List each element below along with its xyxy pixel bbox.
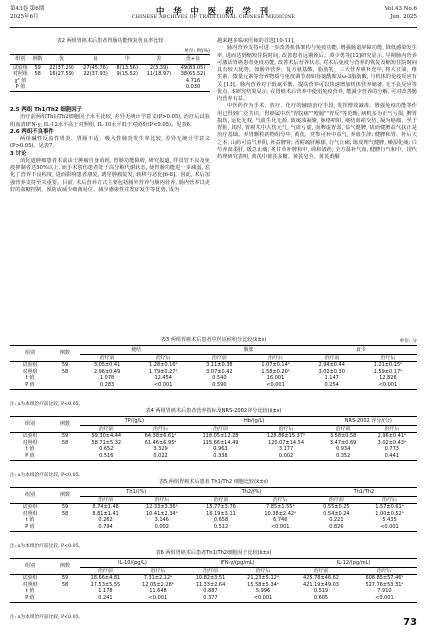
table2-cell — [31, 78, 45, 85]
table3-cell: 16.001 — [266, 375, 285, 382]
table4-header-timepoint: 治疗前 — [189, 425, 253, 433]
table3-cell: <0.001 — [246, 382, 304, 389]
table2-header-cell: 差 — [142, 55, 176, 65]
table3-cell: 1.58±0.20ᵃ — [261, 368, 290, 375]
table2-cell: 4.716 — [185, 77, 201, 84]
table6-cell: 0.377 — [185, 595, 236, 602]
table5-note: 注: a为本组治疗前比较, P<0.05。 — [10, 544, 84, 549]
table2-header-cell: 优 — [45, 55, 79, 65]
table5-cell: 1.57±0.61ᵃ — [375, 504, 404, 511]
table5-header-timepoint: 治疗前 — [192, 496, 249, 504]
table5-cell: 59 — [61, 504, 69, 511]
table5-cell: 0.826 — [311, 524, 362, 531]
table6-cell: 7.31±2.12ᵃ — [143, 575, 173, 582]
table5-cell: 5.435 — [382, 517, 397, 524]
table2-cell — [112, 78, 142, 85]
table6-header-timepoint: 治疗前 — [290, 567, 352, 575]
table3-cell: 0.540 — [212, 375, 227, 382]
table5-caption: 表5 两组胃癌术后患者 Th1/Th2 细胞比较(x̄±s) — [158, 479, 269, 485]
table6-cell: 12.05±2.28ᵃ — [142, 581, 174, 588]
table2-cell: 49(83.05) — [180, 64, 206, 71]
table4-cell: 3.02±0.43ᵃ — [377, 439, 406, 446]
table3-cell: 对照组 — [22, 368, 38, 375]
journal-title-cn: 中 华 中 医 药 学 刊 — [155, 6, 272, 16]
table4-cell: 0.441 — [367, 453, 417, 460]
table5-cell: 0.512 — [192, 524, 249, 531]
journal-title-en: CHINESE ARCHIVES OF TRADITIONAL CHINESE MEDICINE — [131, 15, 296, 20]
table6-cell: 58 — [61, 581, 69, 588]
table5-cell: 3.146 — [154, 517, 169, 524]
table4-cell: 3.329 — [153, 446, 168, 453]
table4-cell — [50, 446, 80, 453]
table4 — [10, 416, 417, 461]
table4-header-metric: NRS-2002 评分/(分) — [320, 417, 417, 426]
table5-cell: 8.74±1.48 — [92, 504, 119, 511]
table2-row — [10, 84, 210, 91]
table3-cell: t 值 — [25, 375, 35, 382]
table3-cell: 试验组 — [22, 362, 38, 369]
table3-cell — [50, 382, 80, 389]
table3-cell: <0.001 — [134, 382, 192, 389]
table5-header-group: 组别 — [10, 488, 50, 504]
table3-cell — [50, 375, 80, 382]
table3-cell: 1.28±0.16ᵃ — [149, 362, 178, 369]
table3-header-timepoint: 治疗前 — [192, 354, 246, 362]
section-2-5-body: 治疗前两组Th1/Th2细胞因子水平比较, 差异无统计学意义(P>0.05), 治疗后试验组血清IFN-γ, IL-12水平高于对照组, IL-10水平低于对照组(P<0.05)。见表6。 — [10, 114, 210, 128]
table5-cell: 0.221 — [329, 517, 344, 524]
table3-cell: 3.11±0.38 — [206, 362, 233, 369]
table4-cell: 64.38±6.61ᵃ — [144, 433, 177, 440]
table2-cell: 11(18.97) — [146, 71, 172, 78]
table4-header-metric: TP/(g/L) — [80, 417, 189, 426]
table4-cell: P 值 — [10, 453, 50, 460]
table5-header-count: 例数 — [50, 488, 80, 504]
table5-header-metric: Th1/(%) — [80, 488, 192, 497]
table2-cell — [79, 78, 113, 85]
table2-cell: 58 — [34, 71, 41, 78]
table3-row — [10, 369, 417, 376]
table4-row — [10, 433, 417, 440]
table5-cell: 0.262 — [98, 517, 113, 524]
table4-row — [10, 453, 417, 460]
table4-header-count: 例数 — [50, 417, 80, 433]
table4-header-timepoint: 治疗前 — [320, 425, 367, 433]
table4-cell: 3.58±0.58 — [329, 433, 357, 440]
table2-cell: 38(65.52) — [180, 71, 206, 78]
table3-row — [10, 362, 417, 369]
table5-cell: 对照组 — [22, 510, 38, 517]
table4-cell — [50, 453, 80, 460]
table6-cell: 17.53±5.55 — [90, 581, 121, 588]
table2-cell — [142, 84, 176, 91]
table6-cell: 11.648 — [149, 588, 167, 595]
table2-row — [10, 64, 210, 71]
table3-header-metric: 食少 — [305, 346, 417, 355]
table6-cell: 15.58±5.34ᵃ — [247, 581, 279, 588]
table5-cell: 10.38±2.42ᵃ — [264, 510, 297, 517]
section-2-5-heading: 2.5 两组 Th1/Th2 细胞因子 — [10, 107, 83, 113]
table4-cell: 对照组 — [22, 439, 38, 446]
table5-header-timepoint: 治疗前 — [311, 496, 362, 504]
table5-cell: t 值 — [25, 517, 35, 524]
table4-cell: t 值 — [25, 446, 35, 453]
table2-header-cell: 例数 — [31, 55, 45, 65]
table5-cell: 0.658 — [213, 517, 229, 524]
table4-header-row-1 — [10, 417, 417, 426]
table2-cell: 22(37.29) — [49, 64, 74, 71]
table2-cell: 27(45.76) — [83, 64, 108, 71]
table4-cell: 0.002 — [252, 453, 319, 460]
table5-cell: 10.41±2.34ᵃ — [145, 510, 178, 517]
table4-cell: 0.963 — [213, 446, 228, 453]
table5-header-metric: Th2/(%) — [192, 488, 310, 497]
date-cn: 2025年6月 — [10, 14, 39, 20]
table4-cell: 0.352 — [320, 453, 367, 460]
table4-caption: 表4 两组胃癌术后患者营养指标及NRS-2002评分比较(x̄±s) — [145, 408, 282, 414]
table6-cell: P 值 — [10, 595, 50, 602]
table6-row — [10, 575, 417, 582]
table5-cell: 7.85±1.55ᵃ — [266, 504, 295, 511]
table6-cell: 试验组 — [22, 575, 38, 582]
table6-header-count: 例数 — [50, 559, 80, 575]
table2-header-cell: 良 — [79, 55, 113, 65]
table6-row — [10, 595, 417, 602]
table5-cell: 15.77±3.76 — [206, 504, 236, 511]
table6-cell: 0.241 — [80, 595, 131, 602]
table3-cell: 1.21±0.15ᵃ — [373, 362, 403, 369]
table5-cell — [50, 524, 80, 531]
table4-header-timepoint: 治疗后 — [252, 425, 319, 433]
table5-cell: 0.002 — [131, 524, 192, 531]
table4-header-timepoint: 治疗前 — [80, 425, 133, 433]
table2-header-cell: 优+良 — [176, 55, 210, 65]
table4-row — [10, 446, 417, 453]
table4-cell: 试验组 — [22, 433, 38, 440]
table4-cell: 58.71±5.32 — [91, 439, 122, 446]
table3-cell: 12.454 — [154, 375, 172, 382]
page-number: 73 — [403, 617, 417, 628]
table3 — [10, 345, 417, 390]
table4-cell: 2.96±0.41ᵃ — [377, 433, 406, 440]
table5-cell: 0.55±0.25 — [323, 504, 350, 511]
table6-cell: t 值 — [25, 588, 35, 595]
table4-cell: 59 — [61, 433, 69, 440]
table3-cell: 59 — [61, 362, 69, 369]
table2-cell — [45, 78, 79, 85]
table4-cell: 128.86±15.37ᵃ — [267, 433, 305, 440]
left-column-text — [10, 107, 210, 194]
table3-cell: 58 — [61, 368, 69, 375]
section-2-6-body: 两组碱性反流性胃炎、胃肠不适、吸入性肺炎发生率比较, 差异无统计学意义(P>0.05)。见表7。 — [10, 136, 210, 150]
table4-cell: 0.022 — [133, 453, 189, 460]
table4-cell: 0.934 — [335, 446, 351, 453]
table2-cell: 22(37.93) — [83, 71, 108, 78]
table6-cell: 421.19±49.03 — [302, 581, 339, 588]
table6-header-metric: IFN-γ/(pg/mL) — [185, 559, 290, 568]
section-3-heading: 3 讨论 — [10, 150, 27, 157]
table6-cell: <0.001 — [352, 595, 417, 602]
volume-en: Vol.43 No.6 — [384, 6, 417, 12]
table5-row — [10, 504, 417, 511]
table6-cell: 21.23±5.12ᵃ — [247, 575, 279, 582]
table2-cell: 2(3.39) — [149, 64, 169, 71]
table2-cell — [31, 84, 45, 91]
table3-row — [10, 375, 417, 382]
table2-cell — [79, 84, 113, 91]
table3-cell: P 值 — [10, 382, 50, 389]
table6-cell: 0.605 — [290, 595, 352, 602]
table6-row — [10, 582, 417, 589]
table4-cell: 3.177 — [278, 446, 294, 453]
table5-cell: 0.54±0.24 — [323, 510, 350, 517]
table3-cell: 3.05±0.41 — [93, 362, 121, 369]
table3-header-timepoint: 治疗前 — [305, 354, 359, 362]
table2-cell: 试验组 — [12, 64, 28, 71]
table2-header-cell: 组别 — [10, 55, 31, 65]
table3-cell: 1.59±0.17ᵃ — [373, 368, 403, 375]
table2-cell — [112, 84, 142, 91]
table3-cell: 1.07±0.14ᵃ — [261, 362, 290, 369]
table5-header-timepoint: 治疗后 — [250, 496, 311, 504]
table6-cell: 1.178 — [98, 588, 113, 595]
table2-row — [10, 71, 210, 78]
table6-cell: 对照组 — [22, 581, 38, 588]
date-en: Jun. 2025 — [390, 14, 417, 20]
table6-cell: 0.519 — [313, 588, 329, 595]
table5-row — [10, 511, 417, 518]
table3-cell: 3.02±0.30 — [318, 368, 345, 375]
right-column-text — [217, 38, 417, 161]
table2-cell: 59 — [34, 64, 41, 71]
table3-header-group: 组别 — [10, 346, 50, 362]
table3-unit: 单位: 分 — [399, 339, 417, 344]
table3-header-timepoint: 治疗后 — [246, 354, 304, 362]
table2-header-row — [10, 55, 210, 65]
table3-note: 注: a为本组治疗前比较, P<0.05。 — [10, 402, 84, 407]
table2 — [10, 54, 210, 92]
table5-cell: 0.794 — [80, 524, 131, 531]
enteral-nutrition-paragraph: 肠内营养支持可进一步改善机体架构与免疫功能, 增强肠道屏障功能, 降低感染发生率, 进而达到缩短住院时间, 改善患者远期预后。谭少勇等[12]研究显示, 早期肠内营养可激活胃癌患者免疫功能, 改善术后营养状态, 对术后免疫与营养的恢复及缩短住院时间具有较大优势。如肠外营养、复方氨基酸、脂肪乳、三大营养素补充中, 将大豆油、维生素、微量元素等营养物质与免疫调节剂如谷氨酰胺及ω-3脂肪酸, 与机体的免疫反应有关 [13]。肠内营养对于低氮平衡、提高营养可以快速增加机体营养储备, 无不良反应等优点, 本研究结果显示, 在胃癌术后营养中使用免疫营养, 能减少营养的分解, 可对改善肠内营养有益。 — [217, 45, 417, 102]
table3-cell: <0.001 — [359, 382, 417, 389]
table6-cell: 0.887 — [203, 588, 218, 595]
table6-cell — [50, 595, 80, 602]
table5-header-timepoint: 治疗前 — [80, 496, 131, 504]
table2-row — [10, 78, 210, 85]
table6-cell: 5.996 — [255, 588, 271, 595]
table6-cell: 59 — [61, 575, 69, 582]
table5-cell: <0.001 — [362, 524, 417, 531]
table2-cell — [45, 84, 79, 91]
table3-cell: 0.283 — [80, 382, 134, 389]
table6-cell: 425.78±46.62 — [302, 575, 339, 582]
table4-header-metric: Hb/(g/L) — [189, 417, 320, 426]
table3-header-timepoint: 治疗前 — [80, 354, 134, 362]
table2-unit: 单位: 例(%) — [184, 49, 210, 54]
table2-cell: 8(13.56) — [116, 64, 138, 71]
discussion-paragraph: 消化道肿瘤患者术前由于肿瘤自身消耗, 胃肠功能障碍, 研究报道, 伴食管不良及免疫抑制者达50%以上, 而手术创伤患者处于高分解代谢状态, 使胃肠功能进一步减弱, 恶化了营养不良程度, 进而影响患者康复, 诱导肿瘤复发, 转移与恶化[6-8]。因此, 术后加强营养支持至关重要。目前, 术后营养方式主要包括肠外营养与肠内营养, 肠内营养以更好的血糖控制、预防或减少细菌易位、减少感染性并发症发生等优势, 成为 — [10, 157, 210, 193]
table2-cell: 16(27.59) — [49, 71, 74, 78]
table6-header-timepoint: 治疗后 — [352, 567, 417, 575]
table4-cell: 61.46±6.95ᵃ — [144, 439, 177, 446]
table5-cell — [50, 517, 80, 524]
table6 — [10, 558, 417, 603]
table3-row — [10, 382, 417, 389]
table2-cell: 对照组 — [12, 71, 28, 78]
table6-header-metric: IL-12/(pg/mL) — [290, 559, 417, 568]
table4-cell: 118.05±12.28 — [202, 433, 239, 440]
table3-cell: 3.07±0.42 — [206, 368, 233, 375]
table6-note: 注: a为本组治疗前比较, P<0.05。 — [10, 615, 84, 620]
table2-cell — [142, 78, 176, 85]
table6-cell: 608.85±57.46ᵃ — [365, 575, 404, 582]
table2-cell: 0.030 — [176, 84, 210, 91]
table4-cell: 59.30±4.44 — [91, 433, 122, 440]
table4-cell: 58 — [61, 439, 69, 446]
table3-cell: 1.79±0.27ᵃ — [149, 368, 178, 375]
table6-caption: 表6 两组胃癌术后患者Th1/Th2细胞因子比较(x̄±s) — [155, 550, 272, 556]
table3-cell: 1.147 — [324, 375, 339, 382]
running-header — [10, 4, 417, 28]
table6-cell: <0.001 — [131, 595, 185, 602]
table5 — [10, 487, 417, 532]
table5-row — [10, 517, 417, 524]
table5-header-row-1 — [10, 488, 417, 497]
table5-header-timepoint: 治疗后 — [131, 496, 192, 504]
table4-cell: 0.652 — [99, 446, 114, 453]
right-col-continuation: 越来越多临床医师的首选[10-11]。 — [217, 38, 299, 44]
table6-cell: 527.76±53.31ᵃ — [365, 581, 404, 588]
table4-cell: 115.66±14.49 — [202, 439, 239, 446]
table5-header-timepoint: 治疗后 — [362, 496, 417, 504]
table6-header-timepoint: 治疗前 — [80, 567, 131, 575]
table5-cell: 58 — [61, 510, 69, 517]
table5-cell: 6.746 — [273, 517, 288, 524]
table6-header-row-1 — [10, 559, 417, 568]
table5-header-metric: Th1/Th2 — [311, 488, 417, 497]
table6-cell: 10.82±3.51 — [195, 575, 226, 582]
table4-header-timepoint: 治疗后 — [133, 425, 189, 433]
table4-cell: 0.338 — [189, 453, 253, 460]
table2-header-cell: 中 — [112, 55, 142, 65]
table6-cell — [50, 588, 80, 595]
table4-header-timepoint: 治疗后 — [367, 425, 417, 433]
table6-row — [10, 588, 417, 595]
section-2-6-heading: 2.6 两组不良事件 — [10, 128, 54, 135]
table6-header-group: 组别 — [10, 559, 50, 575]
table3-header-timepoint: 治疗后 — [134, 354, 192, 362]
table4-cell: 3.47±0.69 — [329, 439, 357, 446]
table2-cell: P 值 — [10, 84, 31, 91]
table3-header-metric: 便结 — [80, 346, 192, 355]
table3-header-metric: 腹胀 — [192, 346, 304, 355]
table4-header-group: 组别 — [10, 417, 50, 433]
table4-cell: 120.07±14.54 — [268, 439, 305, 446]
table3-header-timepoint: 治疗后 — [359, 354, 417, 362]
table3-cell: 1.078 — [99, 375, 115, 382]
table6-cell: 11.33±2.64 — [195, 581, 226, 588]
table3-header-row-1 — [10, 346, 417, 355]
table5-cell: <0.001 — [250, 524, 311, 531]
volume-cn: 第43卷 第6期 — [10, 6, 45, 12]
table6-header-metric: IL-10/(pg/L) — [80, 559, 185, 568]
table5-cell: P 值 — [10, 524, 50, 531]
table6-header-timepoint: 治疗前 — [185, 567, 236, 575]
table5-row — [10, 524, 417, 531]
table5-cell: 16.19±3.11 — [206, 510, 236, 517]
table3-cell: 2.94±0.44 — [318, 362, 345, 369]
table6-header-timepoint: 治疗后 — [236, 567, 290, 575]
table5-cell: 试验组 — [22, 504, 38, 511]
tcm-paragraph: 中医药作为手术、放疗、化疗的辅助治疗手段, 发挥增效减毒、增强免疫功能等作用已得到广泛共识。胃癌属中医"胃脘痛""噎膈""胃反"等范畴, 病机多为正气亏损, 脾胃损伤, 运化无权, 气血生化无源, 致痰浊凝聚, 脉络瘀阻, 痰结血瘀交结, 凝为癌瘤。至于胃脏, 其时, 胃癌术中大伤元气, 气血亏虚, 而脾虚胃弱, 益气健脾, 故而健脾益气扶正是治疗基础。养胃颗粒药物组分中, 黄芪、党参可补中益气, 养血生津; 健脾和胃、补后天之本, 山药可益气养阴, 补益脾肾; 香附疏肝解郁, 行气止痛; 陈皮理气健脾, 燥湿化痰; 白芍养血柔肝, 缓急止痛; 炙甘草补脾和中, 调和诸药, 全方温补气血, 健脾行气和中。现代药理研究表明, 黄芪中黄芪多糖、黄芪皂苷、黄芪黄酮 — [217, 103, 417, 160]
table6-cell: 7.910 — [377, 588, 392, 595]
table3-header-count: 例数 — [50, 346, 80, 362]
table4-cell: 0.516 — [80, 453, 133, 460]
table6-header-timepoint: 治疗后 — [131, 567, 185, 575]
table3-cell: 12.826 — [379, 375, 397, 382]
table3-cell: 2.96±0.49 — [93, 368, 121, 375]
table2-cell: χ² 值 — [14, 77, 27, 84]
table3-cell: 0.590 — [192, 382, 246, 389]
table5-cell: 8.81±1.41 — [92, 510, 119, 517]
table4-row — [10, 440, 417, 447]
table5-cell: 1.00±0.52ᵃ — [375, 510, 404, 517]
table4-cell: 0.773 — [384, 446, 399, 453]
table6-cell: 18.66±4.81 — [90, 575, 121, 582]
table5-cell: 12.33±3.36ᵃ — [145, 504, 178, 511]
table3-caption: 表3 两组胃癌术后患者中医证候积分比较(x̄±s) — [160, 337, 267, 343]
table2-caption: 表2 两组胃癌术后患者胃肠功能恢复优良率比较 — [56, 38, 164, 44]
table6-cell: <0.001 — [236, 595, 290, 602]
table2-cell: 9(15.52) — [116, 71, 138, 78]
table4-note: 注: a为本组治疗前比较, P<0.05。 — [10, 473, 84, 478]
table3-cell: 0.254 — [305, 382, 359, 389]
